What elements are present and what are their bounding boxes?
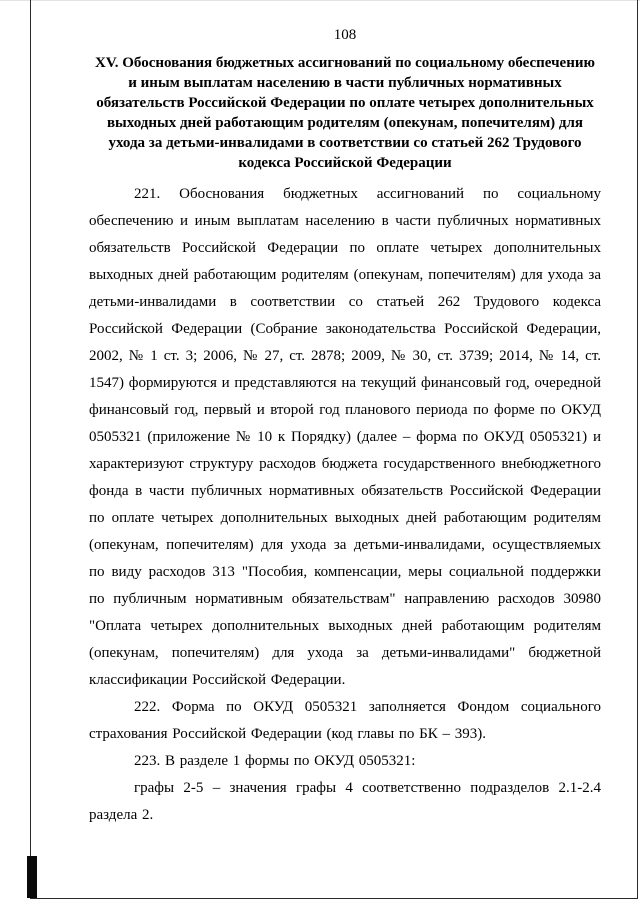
page-border-right (637, 0, 638, 899)
paragraph-223: 223. В разделе 1 формы по ОКУД 0505321: (134, 753, 416, 769)
page-border-top (0, 0, 640, 1)
paragraph-221: 221. Обоснования бюджетных ассигнований по социальному обеспечению и иным выплатам населению в части публичных нормативных обязательств Российской Федерации по оплате четырех дополнительных выходных дней работающим родителям (опекунам, попечителям) для ухода за детьми-инвалидами в соответствии со статьей 262 Трудового кодекса Российской Федерации (Собрание законодательства Российской Федерации, 2002, № 1 ст. 3; 2006, № 27, ст. 2878; 2009, № 30, ст. 3739; 2014, № 14, ст. 1547) формируются и представляются на текущий финансовый год, очередной финансовый год, первый и второй год планового периода по форме по ОКУД 0505321 (приложение № 10 к Порядку) (далее – форма по ОКУД 0505321) и характеризуют структуру расходов бюджета государственного внебюджетного фонда в части публичных нормативных обязательств Российской Федерации по оплате четырех дополнительных выходных дней работающим родителям (опекунам, попечителям) для ухода за детьми-инвалидами, осуществляемых по виду расходов 313 "Пособия, компенсации, меры социальной поддержки по публичным нормативным обязательствам" направлению расходов 30980 "Оплата четырех дополнительных выходных дней работающим родителям (опекунам, попечителям) для ухода за детьми-инвалидами" бюджетной классификации Российской Федерации. (89, 186, 601, 688)
page-number: 108 (333, 27, 357, 43)
scan-artifact (27, 856, 37, 898)
paragraph-grafy: графы 2-5 – значения графы 4 соответственно подразделов 2.1-2.4 раздела 2. (89, 780, 601, 823)
section-heading: XV. Обоснования бюджетных ассигнований по социальному обеспечению и иным выплатам населению в части публичных нормативных обязательств Российской Федерации по оплате четырех дополнительных выходных дней работающим родителям (опекунам, попечителям) для ухода за детьми-инвалидами в соответствии со статьей 262 Трудового кодекса Российской Федерации (95, 55, 595, 171)
page-content (89, 26, 601, 829)
page-border-left (30, 0, 31, 899)
paragraph-222: 222. Форма по ОКУД 0505321 заполняется Фондом социального страхования Российской Федерации (код главы по БК – 393). (89, 699, 601, 742)
page-border-bottom (30, 898, 638, 899)
